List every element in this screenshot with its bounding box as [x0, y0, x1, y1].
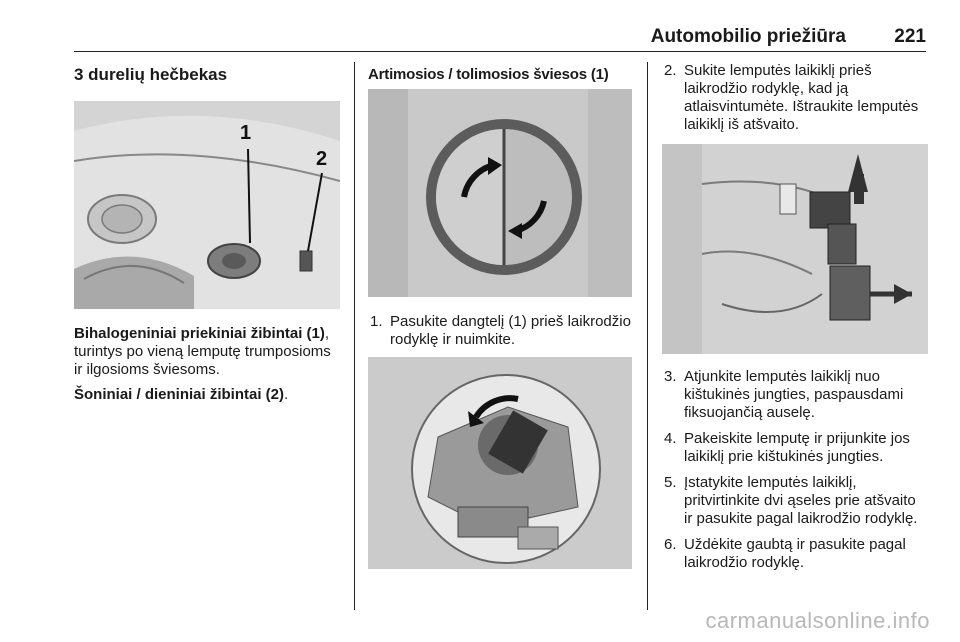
bulb-extraction-figure [662, 144, 928, 354]
page-header [74, 24, 926, 52]
side-lights-term: Šoniniai / dieniniai žibintai (2) [74, 386, 285, 403]
steps-list-col2 [368, 313, 632, 349]
step-text: Pakeiskite lemputę ir prijunkite jos laikiklį prie kištukinės jungties. [684, 430, 910, 465]
headlights-term: Bihalogeniniai priekiniai žibintai (1) [74, 325, 325, 342]
description-side-lights [74, 386, 340, 404]
step-text: Atjunkite lemputės laikiklį nuo kištukinės jungties, paspausdami fiksuojančią auselę. [684, 368, 904, 421]
step-6 [662, 536, 928, 572]
step-text: Pasukite dangtelį (1) prieš laikrodžio rodyklę ir nuimkite. [390, 313, 631, 348]
headlights-desc: , turintys po vieną lemputę trumposioms ir ilgosioms šviesoms. [74, 325, 331, 378]
column-divider-1 [354, 62, 355, 610]
column-1 [74, 62, 340, 404]
headlight-overview-figure [74, 101, 340, 309]
section-title: Automobilio priežiūra [650, 26, 846, 47]
column-3 [662, 62, 928, 580]
step-1 [368, 313, 632, 349]
steps-list-col3-a [662, 62, 928, 134]
step-2 [662, 62, 928, 134]
step-number: 4. [664, 430, 677, 447]
step-number: 2. [664, 62, 677, 79]
column-divider-2 [647, 62, 648, 610]
watermark: carmanualsonline.info [705, 608, 930, 633]
steps-list-col3-b [662, 368, 928, 572]
step-text: Sukite lemputės laikiklį prieš laikrodžio rodyklę, kad ją atlaisvintumėte. Ištraukite lemputės laikiklį iš atšvaito. [684, 62, 919, 133]
step-5 [662, 474, 928, 528]
page-number: 221 [894, 26, 926, 47]
step-text: Uždėkite gaubtą ir pasukite pagal laikrodžio rodyklę. [684, 536, 906, 571]
step-text: Įstatykite lemputės laikiklį, pritvirtinkite dvi ąseles prie atšvaito ir pasukite pagal laikrodžio rodyklę. [684, 474, 918, 527]
step-number: 1. [370, 313, 383, 330]
step-number: 6. [664, 536, 677, 553]
column-2 [368, 62, 632, 569]
step-3 [662, 368, 928, 422]
callout-1: 1 [240, 122, 252, 144]
step-4 [662, 430, 928, 466]
cover-removal-figure [368, 89, 632, 297]
side-lights-desc: . [284, 386, 289, 403]
bulb-holder-figure [368, 357, 632, 569]
callout-2: 2 [316, 148, 328, 170]
description-headlights [74, 325, 340, 379]
step-number: 5. [664, 474, 677, 491]
column-1-title: 3 durelių hečbekas [74, 65, 228, 84]
step-number: 3. [664, 368, 677, 385]
column-2-subtitle: Artimosios / tolimosios šviesos (1) [368, 66, 609, 83]
